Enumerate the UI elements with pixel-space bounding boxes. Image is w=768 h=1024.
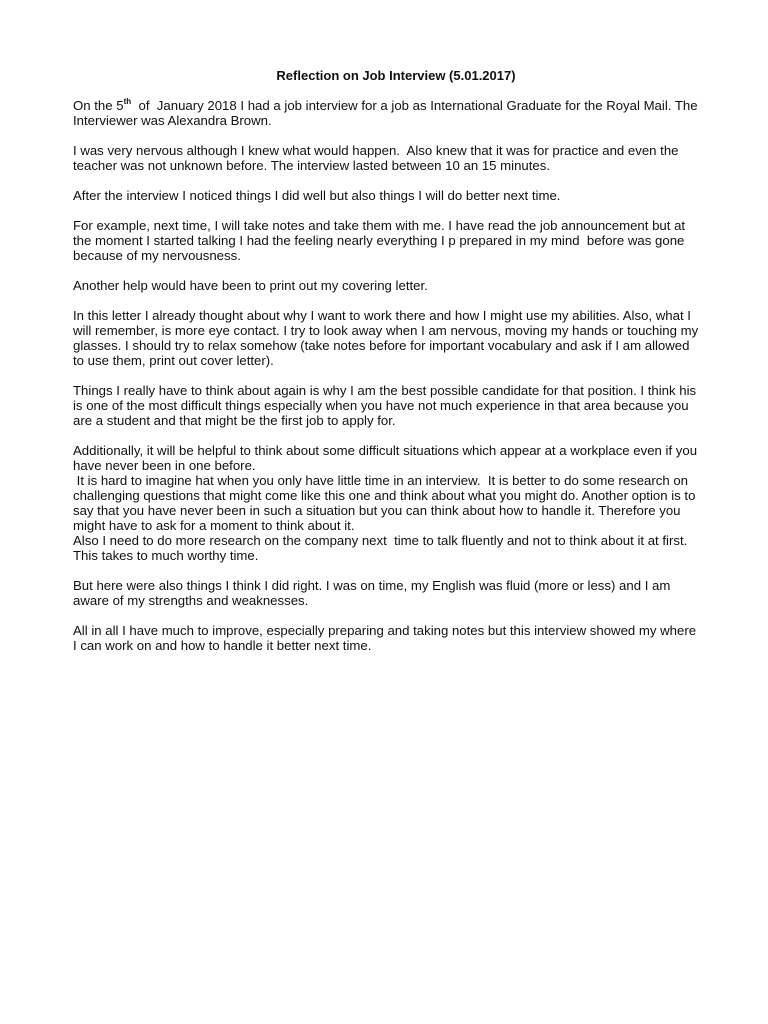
paragraph-interview-date (73, 98, 703, 128)
paragraph-eye-contact: In this letter I already thought about why I want to work there and how I might use my abilities. Also, what I will remember, is more eye contact. I try to look away when I am nervous, moving my hands or touching my glasses. I should try to relax somehow (take notes before for important vocabulary and ask if I am allowed to use them, print out cover letter). (73, 308, 702, 368)
paragraph-research-questions: It is hard to imagine hat when you only have little time in an interview. It is better to do some research on challenging questions that might come like this one and think about what you might do. Another option is to say that you have never been in such a situation but you can think about how to handle it. Therefore you might have to ask for a moment to think about it. (73, 473, 700, 533)
paragraph-best-candidate: Things I really have to think about again is why I am the best possible candidate for that position. I think his is one of the most difficult things especially when you have not much experience in that area because you are a student and that might be the first job to apply for. (73, 383, 700, 428)
paragraph-after-interview: After the interview I noticed things I did well but also things I will do better next time. (73, 188, 561, 203)
paragraph-text: of January 2018 I had a job interview for a job as International Graduate for the Royal Mail. The Interviewer was Alexandra Brown. (73, 98, 702, 128)
paragraph-did-right: But here were also things I think I did right. I was on time, my English was fluid (more or less) and I am aware of my strengths and weaknesses. (73, 578, 675, 608)
paragraph-difficult-situations: Additionally, it will be helpful to think about some difficult situations which appear at a workplace even if you have never been in one before. (73, 443, 701, 473)
paragraph-covering-letter: Another help would have been to print out my covering letter. (73, 278, 428, 293)
paragraph-text: On the 5 (73, 98, 124, 113)
ordinal-suffix: th (123, 97, 132, 106)
paragraph-conclusion: All in all I have much to improve, especially preparing and taking notes but this interview showed my where I can work on and how to handle it better next time. (73, 623, 700, 653)
document-body (73, 98, 703, 668)
document-title: Reflection on Job Interview (5.01.2017) (276, 68, 516, 83)
paragraph-nervous: I was very nervous although I knew what would happen. Also knew that it was for practice and even the teacher was not unknown before. The interview lasted between 10 an 15 minutes. (73, 143, 683, 173)
paragraph-company-research: Also I need to do more research on the company next time to talk fluently and not to think about it at first. This takes to much worthy time. (73, 533, 691, 563)
paragraph-take-notes: For example, next time, I will take notes and take them with me. I have read the job announcement but at the moment I started talking I had the feeling nearly everything I p prepared in my mind before was gone because of my nervousness. (73, 218, 689, 263)
